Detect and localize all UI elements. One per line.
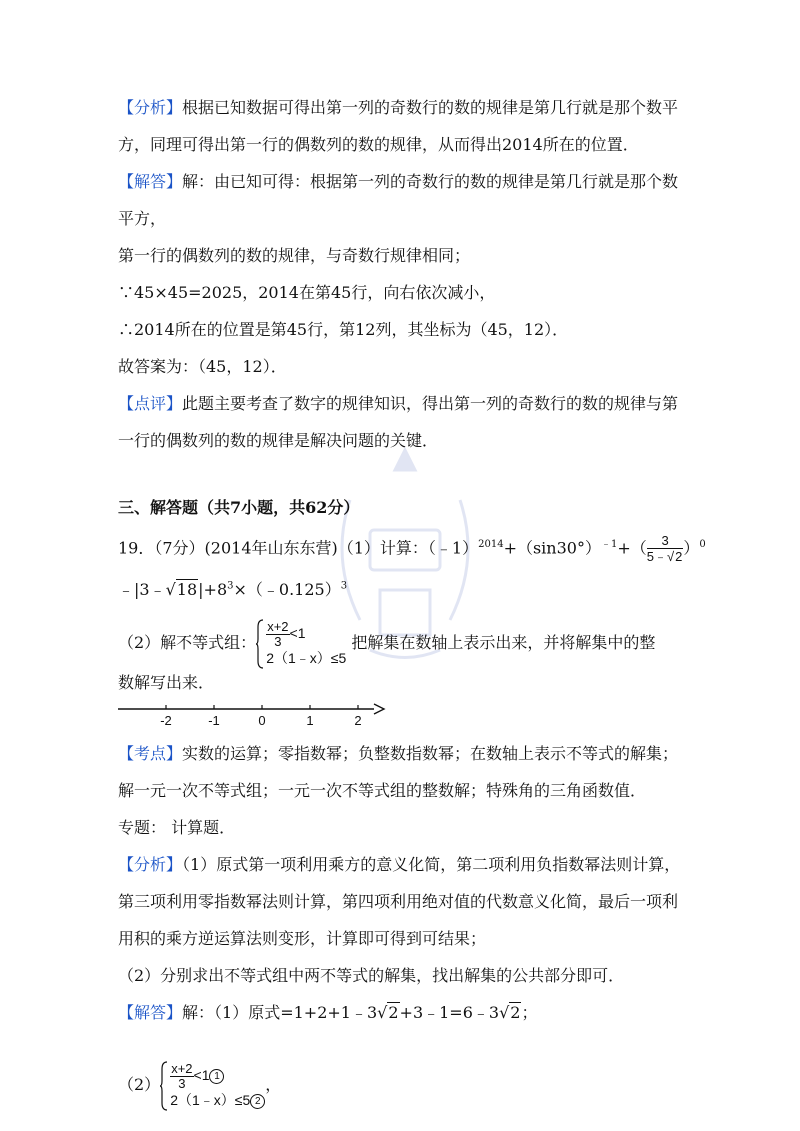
question-19-line2: $﹣|3﹣√18|+8^3\times(﹣0.125)^3$ (118, 580, 348, 599)
question-19-part2: （2）解不等式组： $\frac{x+2}{3}$ <1 2（1﹣x）≤5 把解集在数轴上表示出来，并将解集中的整 (118, 615, 688, 671)
solution-tag: 【解答】 (118, 172, 183, 191)
comment-text: 此题主要考查了数字的规律知识，得出第一列的奇数行的数的规律与第 (182, 394, 679, 413)
analysis-text-line2: 方，同理可得出第一行的偶数列的数的规律，从而得出2014所在的位置． (118, 135, 639, 154)
knowledge-paragraph: 【考点】实数的运算；零指数幂；负整数指数幂；在数轴上表示不等式的解集； (118, 744, 679, 763)
section-title: 三、解答题（共7小题，共62分） (118, 498, 360, 517)
solution2-paragraph: 【解答】解：（1）原式=1+2+1﹣3√2+3﹣1=6﹣3√2； (118, 1003, 538, 1022)
solution-text-line2: 平方， (118, 209, 167, 228)
analysis2-line3: 用积的乘方逆运算法则变形，计算即可得到可结果； (118, 929, 487, 948)
solution-text: 解：由已知可得：根据第一列的奇数行的数的规律是第几行就是那个数 (182, 172, 679, 191)
number-line (118, 699, 388, 729)
comment-paragraph (118, 392, 688, 416)
axis-tick-label: -2 (160, 713, 172, 728)
axis-arrow-icon (374, 704, 384, 714)
fraction: $\frac{3}{5﹣√2}$ (646, 533, 683, 564)
solution-text-line4: ∵45×45=2025，2014在第45行，向右依次减小， (118, 283, 496, 302)
solution-text-line3: 第一行的偶数列的数的规律，与奇数行规律相同； (118, 246, 471, 265)
brace-icon (256, 619, 264, 669)
brace-icon (160, 1061, 168, 1111)
axis-tick-label: 2 (354, 713, 362, 728)
question-19-part2-line2: 数解写出来． (118, 673, 215, 692)
inequality-system-labeled: $\frac{x+2}{3}$ <1 1 2（1﹣x）≤5 2 (160, 1061, 265, 1111)
question-19-line1: 19．（7分）(2014年山东东营)（1）计算：$(﹣1)^{2014}+(\sin 30^\circ)^{﹣1}+$（ $\frac{3}{5﹣√2}$ ）$^0$ (118, 533, 706, 564)
solution2-part2: （2） $\frac{x+2}{3}$ <1 1 2（1﹣x）≤5 2 ， (118, 1055, 688, 1115)
analysis2-paragraph: 【分析】（1）原式第一项利用乘方的意义化简，第二项利用负指数幂法则计算， (118, 855, 681, 874)
analysis2-line2: 第三项利用零指数幂法则计算，第四项利用绝对值的代数意义化简，最后一项利 (118, 892, 679, 911)
comment-text-line2: 一行的偶数列的数的规律是解决问题的关键． (118, 431, 439, 450)
analysis-tag: 【分析】 (118, 98, 183, 117)
axis-tick-label: 1 (306, 713, 314, 728)
axis-tick-label: -1 (208, 713, 220, 728)
inequality-system: $\frac{x+2}{3}$ <1 2（1﹣x）≤5 (256, 619, 346, 669)
solution2-tag: 【解答】 (118, 1003, 183, 1022)
analysis2-line4: （2）分别求出不等式组中两不等式的解集，找出解集的公共部分即可． (118, 966, 625, 985)
analysis-text: 根据已知数据可得出第一列的奇数行的数的规律是第几行就是那个数平 (182, 98, 679, 117)
analysis2-tag: 【分析】 (118, 855, 183, 874)
circled-number-2: 2 (250, 1094, 265, 1109)
answer-line: 故答案为：（45，12）． (118, 357, 287, 376)
document-body (118, 96, 706, 1115)
solution-paragraph (118, 170, 688, 194)
solution-text-line5: ∴2014所在的位置是第45行，第12列，其坐标为（45，12）． (118, 320, 569, 339)
analysis-paragraph (118, 96, 688, 120)
axis-tick-label: 0 (258, 713, 266, 728)
circled-number-1: 1 (209, 1069, 224, 1084)
comment-tag: 【点评】 (118, 394, 183, 413)
topic-line: 专题： 计算题． (118, 818, 236, 837)
knowledge-line2: 解一元一次不等式组；一元一次不等式组的整数解；特殊角的三角函数值． (118, 781, 647, 800)
knowledge-tag: 【考点】 (118, 744, 183, 763)
